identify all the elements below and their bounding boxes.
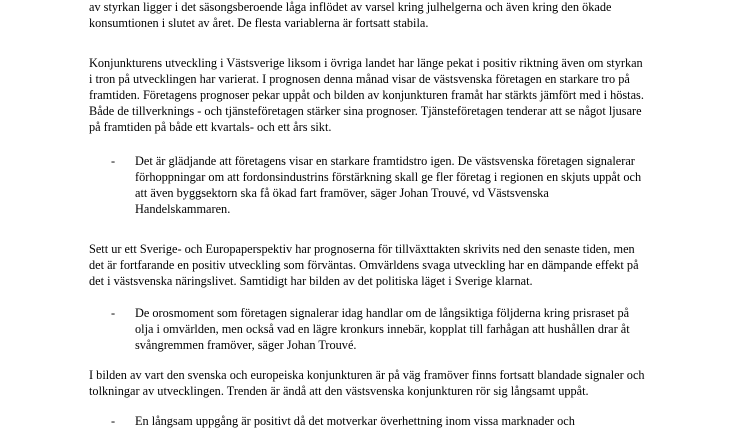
text-line: tolkningar av utvecklingen. Trenden är ändå att den västsvenska konjunkturen rör sig långsamt uppåt.: [89, 384, 589, 398]
bullet-text: [135, 305, 630, 353]
text-line: av styrkan ligger i det säsongsberoende låga inflödet av varsel kring julhelgerna och även kring den ökade: [89, 0, 612, 14]
bullet-text: [135, 153, 641, 217]
text-line: det i västsvenska näringslivet. Samtidigt har bilden av det politiska läget i Sverige klarnat.: [89, 274, 533, 288]
text-line: Konjunkturens utveckling i Västsverige liksom i övriga landet har länge pekat i positiv riktning även om styrkan: [89, 56, 643, 70]
text-line: det är fortfarande en positiv utveckling som förväntas. Omvärldens svaga utveckling har en dämpande effekt på: [89, 258, 639, 272]
text-line: I bilden av vart den svenska och europeiska konjunkturen är på väg framöver finns fortsatt blandade signaler och: [89, 368, 645, 382]
text-line: Sett ur ett Sverige- och Europaperspektiv har prognoserna för tillväxttakten skrivits ned den senaste tiden, men: [89, 242, 635, 256]
bullet-dash: -: [111, 306, 116, 320]
paragraph-europe-perspective: [89, 241, 689, 289]
text-line: svångremmen framöver, säger Johan Trouvé.: [135, 338, 357, 352]
bullet-dash: -: [111, 414, 116, 428]
text-line: Handelskammaren.: [135, 202, 231, 216]
bullet-text: [135, 413, 575, 429]
paragraph-inflow-stability: [89, 0, 689, 31]
bullet-dash: -: [111, 154, 116, 168]
text-line: på framtiden på både ett kvartals- och ett års sikt.: [89, 120, 332, 134]
text-line: En långsam uppgång är positivt då det motverkar överhettning inom vissa marknader och: [135, 414, 575, 428]
text-line: konsumtionen i slutet av året. De flesta variablerna är fortsatt stabila.: [89, 16, 429, 30]
text-line: i tron på utvecklingen har varierat. I prognosen denna månad visar de västsvenska företagen en starkare tro på: [89, 72, 630, 86]
text-line: Både de tillverknings - och tjänsteföretagen stärker sina prognoser. Tjänsteföretagen tenderar att se något ljusare: [89, 104, 642, 118]
text-line: framtiden. Företagens prognoser pekar uppåt och bilden av konjunkturen framåt har stärkts jämfört med i höstas.: [89, 88, 644, 102]
text-line: att även byggsektorn ska få ökad fart framöver, säger Johan Trouvé, vd Västsvenska: [135, 186, 549, 200]
text-line: De orosmoment som företagen signalerar idag handlar om de långsiktiga följderna kring prisraset på: [135, 306, 630, 320]
paragraph-mixed-signals: [89, 367, 689, 399]
text-line: Det är glädjande att företagens visar en starkare framtidstro igen. De västsvenska företagen signalerar: [135, 154, 635, 168]
text-line: olja i omvärlden, men också vad en lägre kronkurs innebär, kopplat till farhågan att hushållen drar åt: [135, 322, 630, 336]
text-line: förhoppningar om att fordonsindustrins förstärkning skall ge fler företag i regionen en skjuts uppåt och: [135, 170, 642, 184]
paragraph-west-sweden-outlook: [89, 55, 689, 135]
